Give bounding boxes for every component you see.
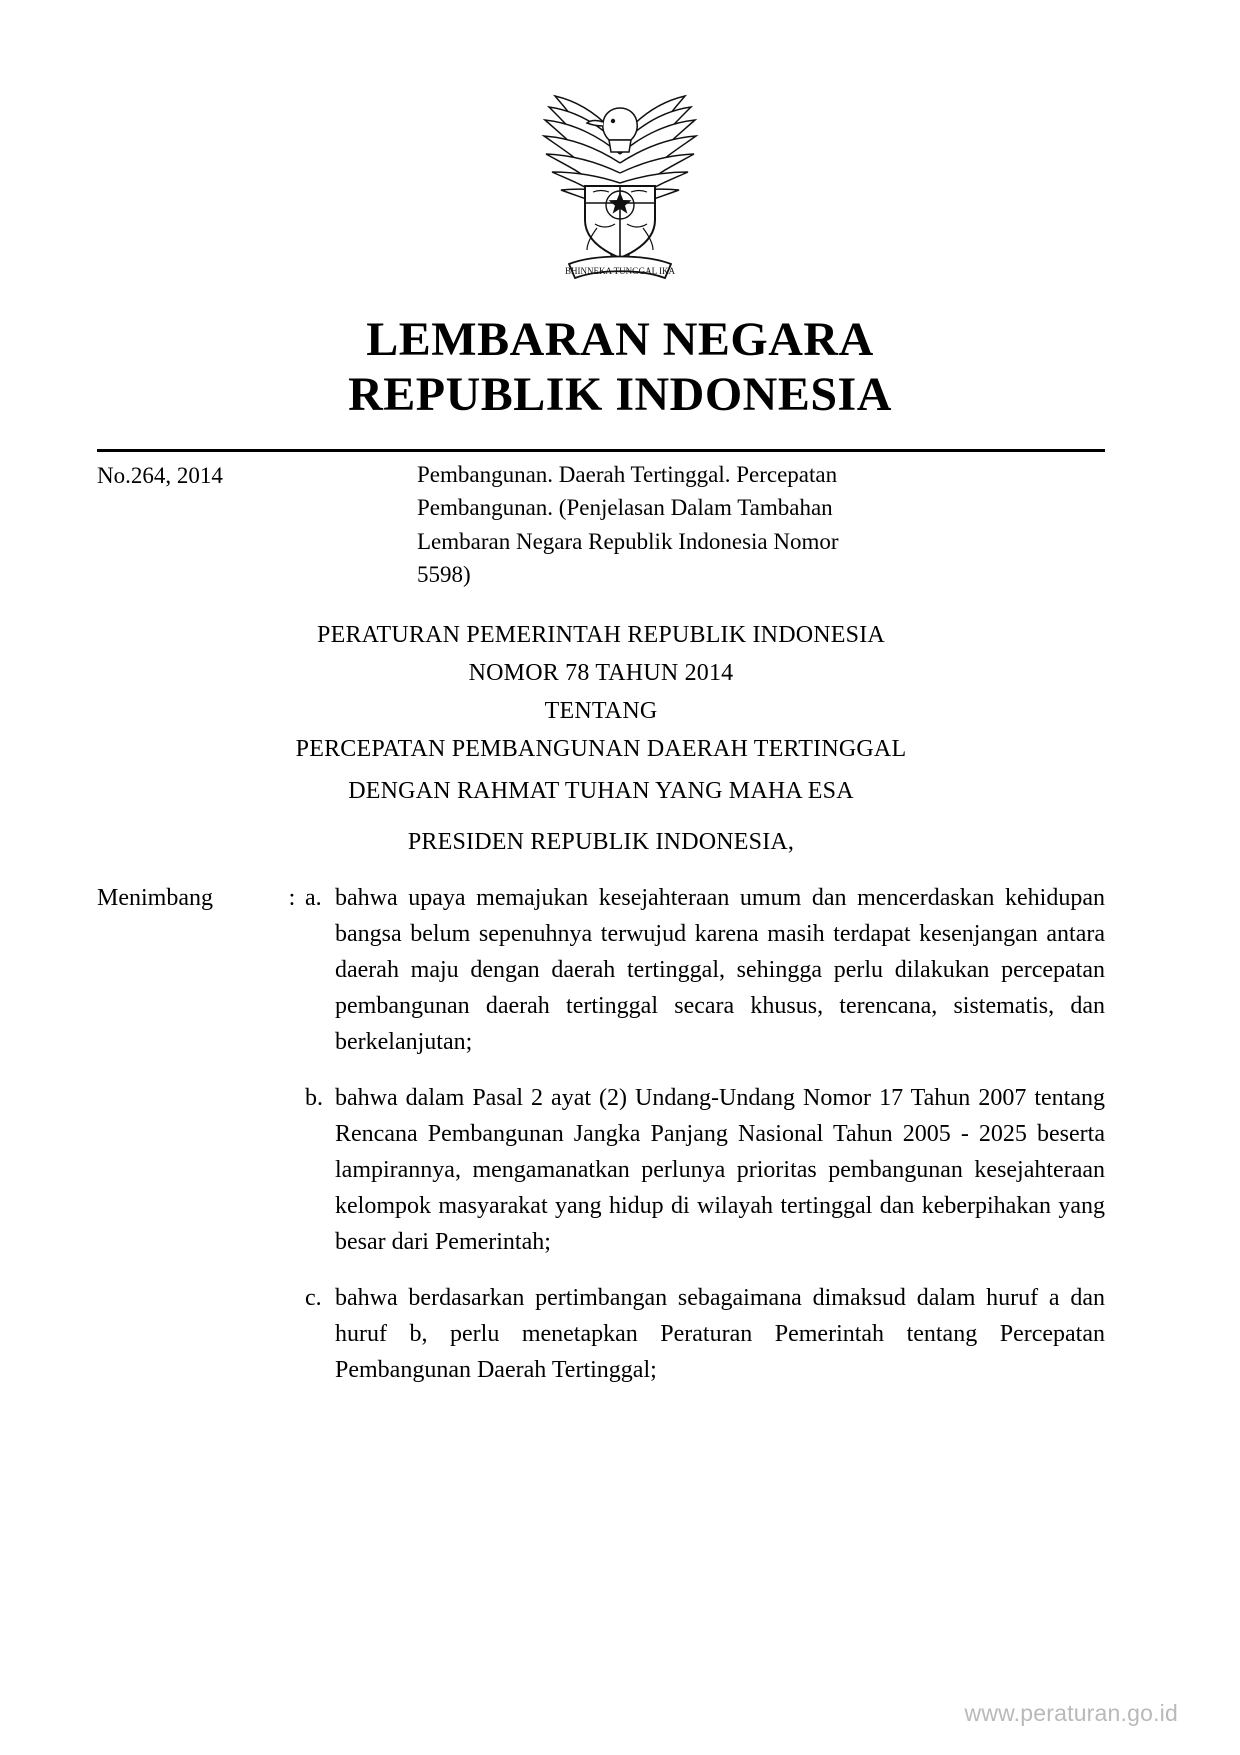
gazette-description-line: Pembangunan. (Penjelasan Dalam Tambahan	[417, 495, 833, 521]
garuda-pancasila-emblem	[525, 78, 715, 288]
regulation-title	[97, 617, 1105, 769]
list-item-text: bahwa berdasarkan pertimbangan sebagaimana dimaksud dalam huruf a dan huruf b, perlu menetapkan Peraturan Pemerintah tentang Percepatan Pembangunan Daerah Tertinggal;	[335, 1285, 1105, 1383]
emblem-motto-text: BHINNEKA TUNGGAL IKA	[565, 266, 675, 276]
gazette-number: No.264, 2014	[97, 463, 223, 488]
gazette-description	[417, 458, 1105, 591]
list-item-text: bahwa dalam Pasal 2 ayat (2) Undang-Undang Nomor 17 Tahun 2007 tentang Rencana Pembangunan Jangka Panjang Nasional Tahun 2005 - 2025 beserta lampirannya, mengamanatkan perlunya prioritas pembangunan kesejahteraan kelompok masyarakat yang hidup di wilayah tertinggal dan keberpihakan yang besar dari Pemerintah;	[335, 1085, 1105, 1255]
masthead-divider	[97, 449, 1105, 452]
title-line-3: TENTANG	[544, 697, 658, 724]
list-item-marker: c.	[305, 1285, 322, 1311]
subtitle-line-1: DENGAN RAHMAT TUHAN YANG MAHA ESA	[348, 778, 854, 804]
considering-items	[305, 880, 1105, 1388]
list-item-text: bahwa upaya memajukan kesejahteraan umum dan mencerdaskan kehidupan bangsa belum sepenuhnya terwujud karena masih terdapat kesenjangan antara daerah maju dengan daerah tertinggal, sehingga perlu dilakukan percepatan pembangunan daerah tertinggal secara khusus, terencana, sistematis, dan berkelanjutan;	[335, 885, 1105, 1055]
title-line-1: PERATURAN PEMERINTAH REPUBLIK INDONESIA	[317, 622, 885, 648]
gazette-description-line: Pembangunan. Daerah Tertinggal. Percepatan	[417, 462, 838, 487]
gazette-description-line: Lembaran Negara Republik Indonesia Nomor	[417, 528, 839, 554]
considering-row	[97, 880, 1105, 1388]
emblem-container	[0, 78, 1240, 293]
subtitle-line-2: PRESIDEN REPUBLIK INDONESIA,	[407, 828, 795, 855]
subtitle-spacer	[97, 811, 1105, 823]
masthead-line-2: REPUBLIK INDONESIA	[348, 368, 892, 422]
list-item	[305, 1080, 1105, 1260]
title-line-4: PERCEPATAN PEMBANGUNAN DAERAH TERTINGGAL	[295, 735, 907, 762]
considering-label: Menimbang	[97, 885, 213, 911]
list-item	[305, 880, 1105, 1060]
masthead	[110, 312, 1130, 422]
list-item	[305, 1280, 1105, 1388]
list-item-marker: b.	[305, 1085, 323, 1111]
gazette-description-line: 5598)	[417, 562, 471, 588]
footer-watermark: www.peraturan.go.id	[964, 1700, 1178, 1726]
masthead-line-1: LEMBARAN NEGARA	[366, 313, 874, 366]
title-line-2: NOMOR 78 TAHUN 2014	[468, 659, 734, 686]
header-meta	[97, 458, 1105, 591]
considering-colon: :	[288, 885, 296, 911]
considering-section	[97, 880, 1105, 1388]
regulation-subtitle	[97, 772, 1105, 862]
list-item-marker: a.	[305, 885, 322, 911]
